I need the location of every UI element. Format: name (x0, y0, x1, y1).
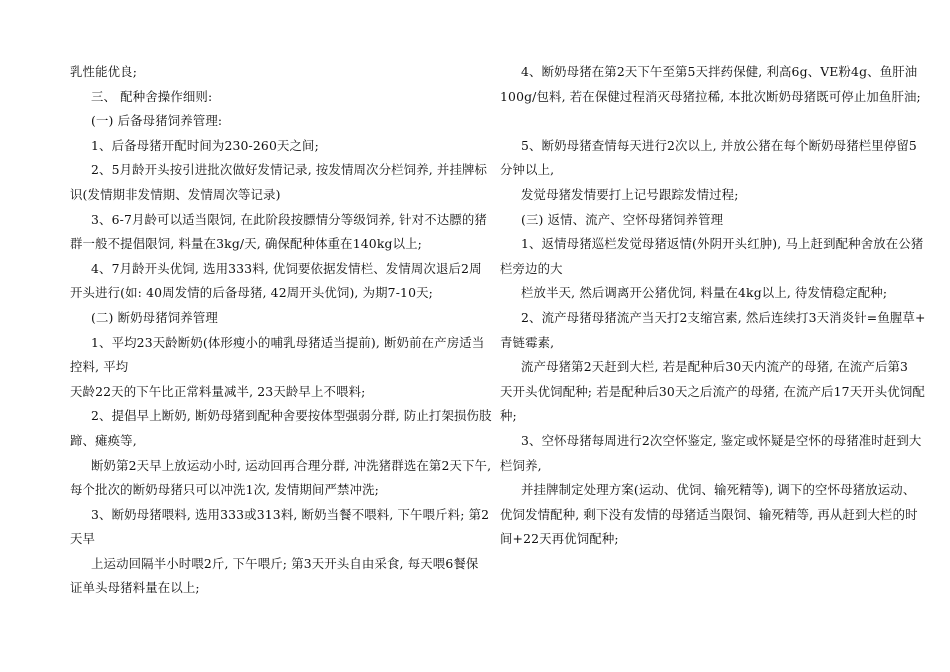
text-line: 每个批次的断奶母猪只可以冲洗1次, 发情期间严禁冲洗; (70, 482, 379, 498)
text-line: (一) 后备母猪饲养管理: (91, 113, 223, 129)
text-line: 天开头优饲配种; 若是配种后30天之后流产的母猪, 在流产后17天开头优饲配 (500, 383, 925, 399)
text-line: 天龄22天的下午比正常料量减半, 23天龄早上不喂料; (70, 383, 366, 399)
text-line: 乳性能优良; (70, 64, 138, 79)
text-line: 控料, 平均 (70, 359, 129, 375)
text-line (500, 109, 884, 134)
text-line: 1、后备母猪开配时间为230-260天之间; (91, 137, 319, 153)
text-line: 2、提倡早上断奶, 断奶母猪到配种舍要按体型强弱分群, 防止打架损伤肢 (91, 408, 492, 424)
text-line: 优饲发情配种, 剩下没有发情的母猪适当限饲、输死精等, 再从赶到大栏的时 (500, 506, 918, 522)
text-line: 2、5月龄开头按引进批次做好发情记录, 按发情周次分栏饲养, 并挂牌标 (91, 162, 488, 178)
text-line: 三、 配种舍操作细则: (91, 88, 213, 104)
text-line: 3、6-7月龄可以适当限饲, 在此阶段按膘情分等级饲养, 针对不达膘的猪 (91, 211, 487, 227)
right-text-column (500, 60, 926, 552)
text-line: 2、流产母猪母猪流产当天打2支缩宫素, 然后连续打3天消炎针=鱼腥草+ (521, 309, 926, 325)
text-line: 开头进行(如: 40周发情的后备母猪, 42周开头优饲), 为期7-10天; (70, 285, 433, 301)
text-line: 分钟以上, (500, 162, 555, 178)
text-line: 并挂牌制定处理方案(运动、优饲、输死精等), 调下的空怀母猪放运动、 (521, 482, 916, 498)
text-line: 天早 (70, 531, 96, 547)
text-line: 5、断奶母猪查情每天进行2次以上, 并放公猪在每个断奶母猪栏里停留5 (521, 137, 917, 153)
text-line: 上运动回隔半小时喂2斤, 下午喂斤; 第3天开头自由采食, 每天喂6餐保 (91, 555, 479, 571)
text-line: 3、空怀母猪每周进行2次空怀鉴定, 鉴定或怀疑是空怀的母猪准时赶到大 (521, 432, 922, 448)
text-line: 断奶第2天早上放运动小时, 运动回再合理分群, 冲洗猪群选在第2天下午, (91, 457, 492, 473)
text-line: 群一般不提倡限饲, 料量在3kg/天, 确保配种体重在140kg以上; (70, 236, 422, 252)
text-line: 100g/包料, 若在保健过程消灭母猪拉稀, 本批次断奶母猪既可停止加鱼肝油; (500, 88, 921, 104)
text-line: 种; (500, 408, 517, 424)
text-line: 识(发情期非发情期、发情周次等记录) (70, 186, 281, 202)
text-line: 青链霉素, (500, 334, 555, 350)
text-line: (二) 断奶母猪饲养管理 (91, 309, 218, 325)
text-line: (三) 返情、流产、空怀母猪饲养管理 (521, 211, 724, 227)
text-line: 1、返情母猪巡栏发觉母猪返情(外阴开头红肿), 马上赶到配种舍放在公猪 (521, 236, 924, 252)
text-line: 1、平均23天龄断奶(体形瘦小的哺乳母猪适当提前), 断奶前在产房适当 (91, 334, 485, 350)
text-line: 3、断奶母猪喂料, 选用333或313料, 断奶当餐不喂料, 下午喂斤料; 第2 (91, 506, 490, 522)
text-line: 栏放半天, 然后调离开公猪优饲, 料量在4kg以上, 待发情稳定配种; (521, 285, 888, 301)
text-line: 证单头母猪料量在以上; (70, 580, 200, 596)
text-line: 4、7月龄开头优饲, 选用333料, 优饲要依据发情栏、发情周次退后2周 (91, 260, 482, 276)
text-line: 4、断奶母猪在第2天下午至第5天拌药保健, 利高6g、VE粉4g、鱼肝油 (521, 64, 918, 79)
text-line: 发觉母猪发情要打上记号跟踪发情过程; (521, 186, 739, 202)
text-line: 栏旁边的大 (500, 260, 563, 276)
text-line: 栏饲养, (500, 457, 542, 473)
text-line: 间+22天再优饲配种; (500, 531, 619, 547)
left-text-column (70, 60, 492, 601)
text-line: 流产母猪第2天赶到大栏, 若是配种后30天内流产的母猪, 在流产后第3 (521, 359, 909, 375)
text-line: 蹄、瘫痪等, (70, 432, 137, 448)
